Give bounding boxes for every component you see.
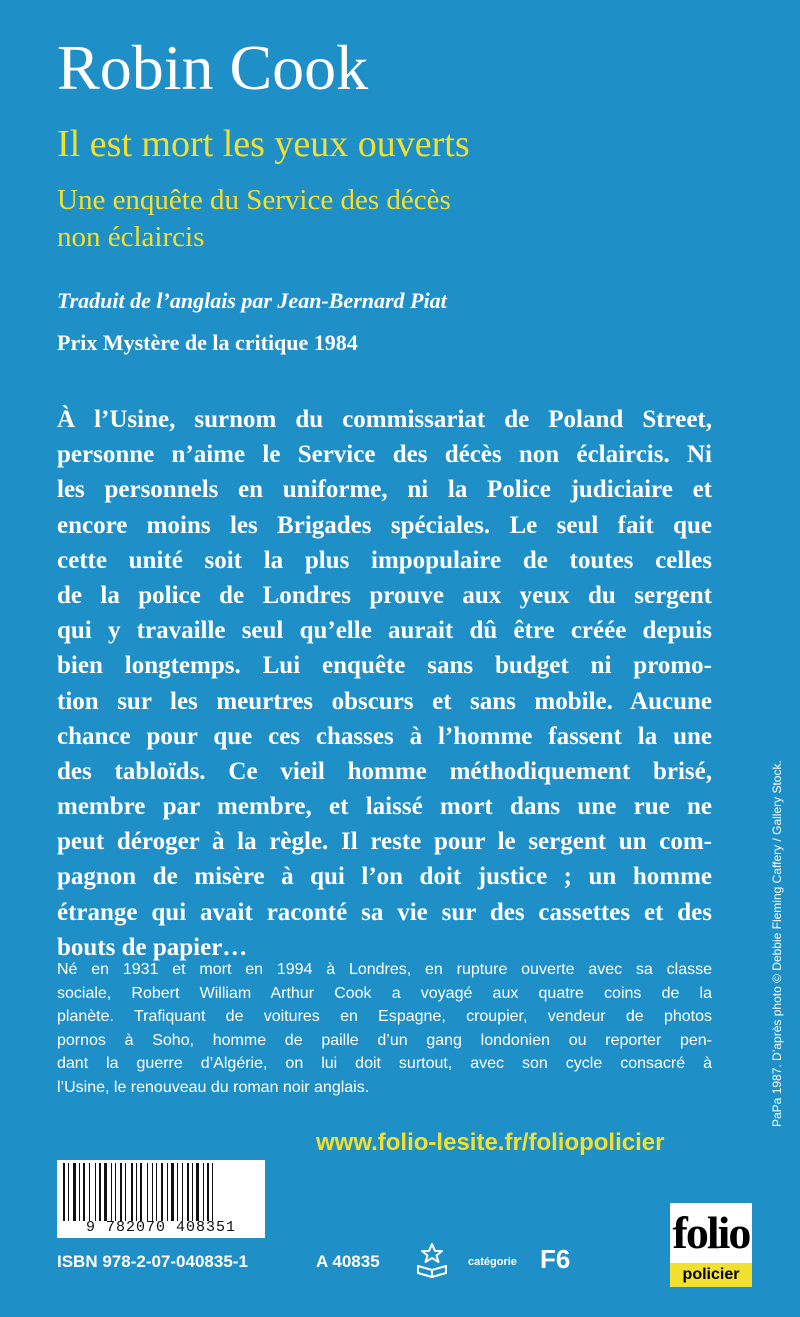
prize-line: Prix Mystère de la critique 1984: [57, 330, 358, 355]
barcode-number: 9 782070 408351: [85, 1219, 237, 1236]
book-star-icon: [412, 1240, 452, 1280]
category-label: catégorie: [468, 1256, 517, 1268]
barcode-bar: [111, 1163, 112, 1221]
barcode-bar: [125, 1163, 126, 1221]
blurb-line: encore moins les Brigades spéciales. Le seul fait que: [57, 511, 712, 539]
barcode-bar: [89, 1163, 90, 1221]
translator-credit: Traduit de l’anglais par Jean-Bernard Piat: [57, 288, 447, 313]
folio-wordmark: folio: [672, 1207, 750, 1258]
barcode-bar: [120, 1163, 122, 1221]
barcode-bar: [207, 1163, 209, 1221]
product-code: A 40835: [316, 1252, 380, 1271]
barcode-bar: [192, 1163, 193, 1221]
photo-credit: PaPa 1987. D’après photo © Debbie Fleming Caffery / Gallery Stock.: [770, 760, 784, 1127]
barcode-bar: [73, 1163, 76, 1221]
barcode-bar: [161, 1163, 163, 1221]
blurb-line: tion sur les meurtres obscurs et sans mobile. Aucune: [57, 687, 712, 715]
book-title: Il est mort les yeux ouverts: [57, 123, 470, 165]
barcode-bar: [83, 1163, 85, 1221]
barcode-bar: [203, 1163, 204, 1221]
book-subtitle: [57, 182, 657, 256]
blurb-line: À l’Usine, surnom du commissariat de Poland Street,: [57, 406, 712, 433]
barcode-bar: [104, 1163, 107, 1221]
blurb-line: des tabloïds. Ce vieil homme méthodiquement brisé,: [57, 757, 712, 785]
blurb-line: les personnels en uniforme, ni la Police judiciaire et: [57, 476, 712, 504]
bio-line: l’Usine, le renouveau du roman noir anglais.: [57, 1078, 370, 1096]
barcode-bar: [152, 1163, 153, 1221]
barcode-bar: [99, 1163, 101, 1221]
barcode-bar: [156, 1163, 157, 1221]
blurb-line: membre par membre, et laissé mort dans une rue ne: [57, 793, 712, 821]
barcode: [57, 1160, 265, 1238]
barcode-bars: [63, 1163, 259, 1221]
bio-line: planète. Trafiquant de voitures en Espagne, croupier, vendeur de photos: [57, 1008, 712, 1025]
subtitle-line: Une enquête du Service des décès: [57, 184, 451, 216]
barcode-bar: [140, 1163, 142, 1221]
barcode-bar: [182, 1163, 183, 1221]
barcode-bar: [167, 1163, 168, 1221]
policier-band: policier: [670, 1263, 752, 1287]
bio-line: pornos à Soho, homme de paille d’un gang londonien ou reporter pen-: [57, 1031, 712, 1049]
bio-line: Né en 1931 et mort en 1994 à Londres, en rupture ouverte avec sa classe: [57, 961, 712, 978]
barcode-bar: [95, 1163, 96, 1221]
website-link[interactable]: www.folio-lesite.fr/foliopolicier: [316, 1129, 665, 1156]
subtitle-line: non éclaircis: [57, 221, 205, 253]
barcode-bar: [79, 1163, 80, 1221]
blurb-line: bouts de papier…: [57, 933, 248, 961]
bio-line: dant la guerre d’Algérie, on lui doit surtout, avec son cycle consacré à: [57, 1055, 712, 1072]
barcode-bar: [147, 1163, 148, 1221]
isbn-label: ISBN 978-2-07-040835-1: [57, 1252, 248, 1271]
barcode-bar: [212, 1163, 213, 1221]
barcode-bar: [196, 1163, 199, 1221]
barcode-bar: [131, 1163, 133, 1221]
blurb-line: pagnon de misère à qui l’on doit justice ; un homme: [57, 863, 712, 891]
blurb-line: peut déroger à la règle. Il reste pour le sergent un com-: [57, 828, 712, 856]
bio-line: sociale, Robert William Arthur Cook a voyagé aux quatre coins de la: [57, 984, 712, 1002]
barcode-bar: [171, 1163, 174, 1221]
blurb-line: de la police de Londres prouve aux yeux du sergent: [57, 581, 712, 609]
blurb-line: chance pour que ces chasses à l’homme fassent la une: [57, 722, 712, 750]
blurb-line: qui y travaille seul qu’elle aurait dû être créée depuis: [57, 617, 712, 645]
barcode-bar: [136, 1163, 137, 1221]
blurb-line: bien longtemps. Lui enquête sans budget ni promo-: [57, 652, 712, 680]
folio-policier-logo: [670, 1203, 752, 1287]
author-name: Robin Cook: [57, 32, 369, 103]
blurb-paragraph: [57, 402, 712, 965]
author-bio: [57, 958, 712, 1099]
barcode-bar: [187, 1163, 189, 1221]
blurb-line: cette unité soit la plus impopulaire de toutes celles: [57, 546, 712, 574]
barcode-bar: [115, 1163, 116, 1221]
blurb-line: personne n’aime le Service des décès non éclaircis. Ni: [57, 441, 712, 469]
blurb-line: étrange qui avait raconté sa vie sur des cassettes et des: [57, 898, 712, 926]
barcode-bar: [177, 1163, 178, 1221]
barcode-bar: [63, 1163, 65, 1221]
category-value: F6: [540, 1244, 571, 1274]
barcode-bar: [68, 1163, 69, 1221]
